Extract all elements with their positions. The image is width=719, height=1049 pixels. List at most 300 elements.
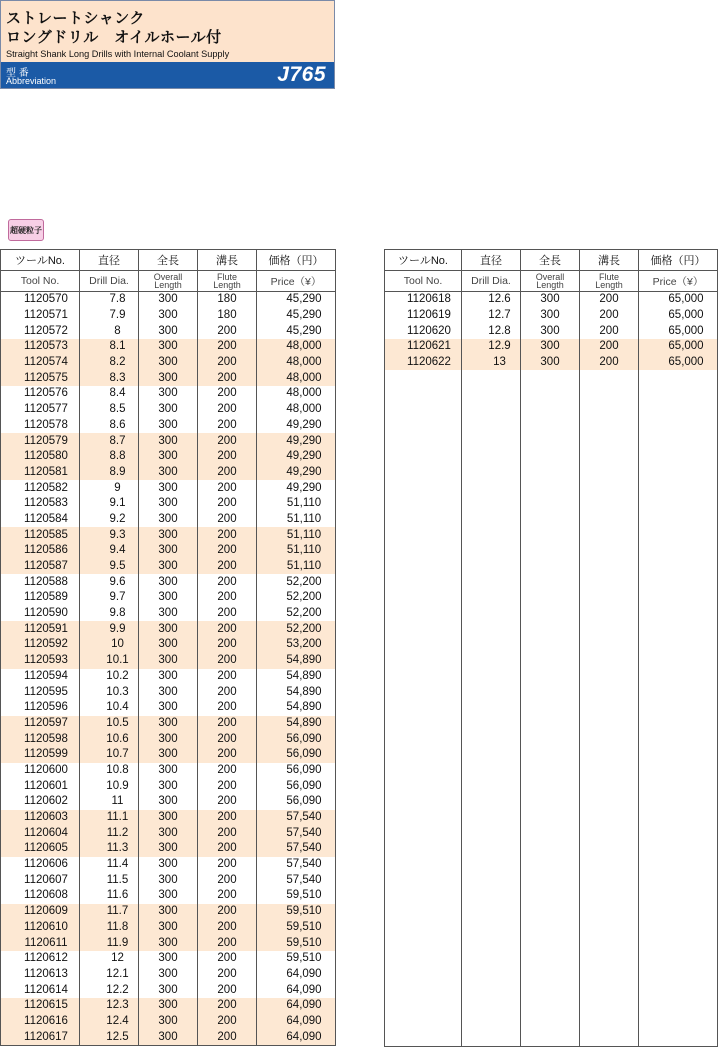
cell-price: 54,890	[257, 653, 336, 669]
cell-overall-length: 300	[139, 904, 198, 920]
cell-drill-dia: 10.4	[80, 700, 139, 716]
cell-price: 59,510	[257, 951, 336, 967]
cell-drill-dia: 12	[80, 951, 139, 967]
cell-overall-length: 300	[139, 292, 198, 308]
cell-flute-length: 200	[198, 574, 257, 590]
header-jp-drill-dia: 直径	[462, 250, 521, 271]
cell-price: 64,090	[257, 1029, 336, 1045]
cell-flute-length: 200	[198, 857, 257, 873]
cell-flute-length: 200	[198, 653, 257, 669]
cell-flute-length: 200	[198, 527, 257, 543]
cell-overall-length: 300	[139, 527, 198, 543]
cell-overall-length: 300	[521, 355, 580, 371]
cell-drill-dia: 9.4	[80, 543, 139, 559]
table-row	[1, 904, 336, 920]
cell-flute-length: 200	[198, 951, 257, 967]
cell-drill-dia: 7.8	[80, 292, 139, 308]
cell-price: 56,090	[257, 778, 336, 794]
price-table-right	[384, 249, 718, 1047]
cell-drill-dia: 9.1	[80, 496, 139, 512]
cell-tool-no: 1120590	[1, 606, 80, 622]
cell-flute-length: 180	[198, 308, 257, 324]
cell-price: 51,110	[257, 512, 336, 528]
cell-price: 57,540	[257, 841, 336, 857]
product-header	[0, 0, 335, 89]
table-row	[1, 810, 336, 826]
header-jp-overall-length: 全長	[139, 250, 198, 271]
cell-tool-no: 1120579	[1, 433, 80, 449]
table-row	[385, 355, 718, 371]
table-row	[1, 982, 336, 998]
cell-tool-no: 1120584	[1, 512, 80, 528]
cell-price: 51,110	[257, 543, 336, 559]
cell-price: 54,890	[257, 700, 336, 716]
cell-flute-length: 200	[580, 339, 639, 355]
cell-price: 51,110	[257, 527, 336, 543]
cell-overall-length: 300	[139, 731, 198, 747]
cell-tool-no: 1120589	[1, 590, 80, 606]
cell-overall-length: 300	[139, 355, 198, 371]
cell-overall-length: 300	[139, 669, 198, 685]
cell-tool-no: 1120619	[385, 308, 462, 324]
cell-overall-length: 300	[139, 308, 198, 324]
cell-price: 59,510	[257, 935, 336, 951]
cell-tool-no: 1120574	[1, 355, 80, 371]
cell-flute-length: 200	[198, 402, 257, 418]
cell-flute-length: 200	[198, 810, 257, 826]
table-row	[1, 1029, 336, 1045]
cell-tool-no: 1120583	[1, 496, 80, 512]
cell-overall-length: 300	[139, 1014, 198, 1030]
table-row	[1, 967, 336, 983]
cell-overall-length: 300	[139, 370, 198, 386]
cell-flute-length: 200	[198, 355, 257, 371]
header-jp-price: 価格（円）	[639, 250, 718, 271]
cell-tool-no: 1120616	[1, 1014, 80, 1030]
table-row	[1, 794, 336, 810]
table-row	[1, 747, 336, 763]
cell-tool-no: 1120598	[1, 731, 80, 747]
cell-flute-length: 200	[198, 465, 257, 481]
cell-overall-length: 300	[139, 841, 198, 857]
cell-drill-dia: 11.1	[80, 810, 139, 826]
cell-overall-length: 300	[521, 323, 580, 339]
filler-cell	[385, 370, 462, 1046]
header-jp-tool-no: ツールNo.	[385, 250, 462, 271]
cell-overall-length: 300	[139, 794, 198, 810]
abbreviation-bar	[1, 62, 334, 88]
cell-price: 45,290	[257, 323, 336, 339]
cell-overall-length: 300	[139, 637, 198, 653]
cell-price: 59,510	[257, 888, 336, 904]
cell-price: 57,540	[257, 857, 336, 873]
cell-price: 64,090	[257, 998, 336, 1014]
cell-overall-length: 300	[139, 920, 198, 936]
cell-drill-dia: 9.5	[80, 559, 139, 575]
cell-price: 52,200	[257, 606, 336, 622]
cell-drill-dia: 8.5	[80, 402, 139, 418]
cell-price: 48,000	[257, 402, 336, 418]
filler-cell	[639, 370, 718, 1046]
table-row	[1, 841, 336, 857]
table-row	[1, 731, 336, 747]
cell-drill-dia: 11.5	[80, 872, 139, 888]
cell-drill-dia: 9.3	[80, 527, 139, 543]
header-en-price: Price（¥）	[639, 271, 718, 292]
cell-tool-no: 1120610	[1, 920, 80, 936]
cell-tool-no: 1120599	[1, 747, 80, 763]
header-en-price: Price（¥）	[257, 271, 336, 292]
cell-price: 51,110	[257, 559, 336, 575]
cell-overall-length: 300	[139, 621, 198, 637]
table-row	[1, 825, 336, 841]
header-en-tool-no: Tool No.	[385, 271, 462, 292]
cell-tool-no: 1120604	[1, 825, 80, 841]
cell-drill-dia: 11.7	[80, 904, 139, 920]
cell-flute-length: 200	[198, 998, 257, 1014]
cell-overall-length: 300	[521, 292, 580, 308]
cell-overall-length: 300	[139, 574, 198, 590]
table-row	[1, 857, 336, 873]
cell-drill-dia: 9	[80, 480, 139, 496]
cell-flute-length: 200	[198, 433, 257, 449]
cell-drill-dia: 12.4	[80, 1014, 139, 1030]
cell-price: 52,200	[257, 574, 336, 590]
cell-price: 45,290	[257, 308, 336, 324]
cell-overall-length: 300	[521, 339, 580, 355]
cell-drill-dia: 12.1	[80, 967, 139, 983]
cell-overall-length: 300	[139, 700, 198, 716]
table-row	[1, 590, 336, 606]
cell-overall-length: 300	[139, 543, 198, 559]
cell-flute-length: 200	[198, 1014, 257, 1030]
product-code: J765	[277, 63, 326, 86]
cell-drill-dia: 8.6	[80, 418, 139, 434]
cell-flute-length: 200	[198, 669, 257, 685]
cell-tool-no: 1120618	[385, 292, 462, 308]
price-table-left	[0, 249, 336, 1046]
cell-overall-length: 300	[139, 402, 198, 418]
cell-overall-length: 300	[139, 810, 198, 826]
cell-overall-length: 300	[139, 857, 198, 873]
table-row	[1, 527, 336, 543]
filler-cell	[521, 370, 580, 1046]
cell-drill-dia: 10.2	[80, 669, 139, 685]
cell-drill-dia: 8.3	[80, 370, 139, 386]
cell-tool-no: 1120594	[1, 669, 80, 685]
cell-flute-length: 200	[198, 621, 257, 637]
cell-price: 64,090	[257, 967, 336, 983]
cell-flute-length: 200	[198, 339, 257, 355]
table-row	[1, 355, 336, 371]
cell-flute-length: 200	[198, 920, 257, 936]
cell-drill-dia: 8.9	[80, 465, 139, 481]
cell-flute-length: 200	[198, 418, 257, 434]
cell-overall-length: 300	[139, 323, 198, 339]
table-row	[1, 370, 336, 386]
table-row	[1, 778, 336, 794]
cell-price: 65,000	[639, 308, 718, 324]
cell-price: 52,200	[257, 590, 336, 606]
header-jp-overall-length: 全長	[521, 250, 580, 271]
cell-drill-dia: 10.3	[80, 684, 139, 700]
material-badge-label: 超硬粒子	[10, 226, 42, 235]
cell-drill-dia: 11.9	[80, 935, 139, 951]
cell-price: 56,090	[257, 731, 336, 747]
cell-drill-dia: 11.3	[80, 841, 139, 857]
cell-tool-no: 1120611	[1, 935, 80, 951]
cell-price: 49,290	[257, 418, 336, 434]
table-row	[1, 465, 336, 481]
header-en-flute-length: Flute Length	[580, 271, 639, 292]
cell-tool-no: 1120602	[1, 794, 80, 810]
table-row	[1, 606, 336, 622]
cell-price: 48,000	[257, 370, 336, 386]
cell-tool-no: 1120580	[1, 449, 80, 465]
cell-drill-dia: 12.7	[462, 308, 521, 324]
cell-drill-dia: 9.8	[80, 606, 139, 622]
cell-price: 56,090	[257, 794, 336, 810]
table-row	[1, 951, 336, 967]
table-row	[1, 543, 336, 559]
cell-flute-length: 200	[198, 1029, 257, 1045]
cell-flute-length: 200	[198, 543, 257, 559]
cell-flute-length: 200	[198, 982, 257, 998]
cell-overall-length: 300	[139, 778, 198, 794]
cell-overall-length: 300	[139, 559, 198, 575]
cell-drill-dia: 10.6	[80, 731, 139, 747]
cell-overall-length: 300	[139, 684, 198, 700]
cell-flute-length: 200	[198, 700, 257, 716]
header-en-flute-length: Flute Length	[198, 271, 257, 292]
header-en-overall-length: Overall Length	[521, 271, 580, 292]
abbreviation-label-jp: 型 番	[6, 68, 29, 79]
product-title-jp-line1: ストレートシャンク	[6, 10, 145, 27]
cell-tool-no: 1120572	[1, 323, 80, 339]
cell-overall-length: 300	[139, 480, 198, 496]
cell-flute-length: 200	[198, 825, 257, 841]
cell-tool-no: 1120575	[1, 370, 80, 386]
cell-drill-dia: 9.2	[80, 512, 139, 528]
cell-drill-dia: 7.9	[80, 308, 139, 324]
cell-flute-length: 200	[198, 967, 257, 983]
cell-price: 57,540	[257, 810, 336, 826]
cell-price: 48,000	[257, 386, 336, 402]
cell-drill-dia: 10	[80, 637, 139, 653]
cell-flute-length: 200	[198, 559, 257, 575]
cell-tool-no: 1120605	[1, 841, 80, 857]
table-row	[1, 559, 336, 575]
cell-price: 49,290	[257, 449, 336, 465]
cell-drill-dia: 8.1	[80, 339, 139, 355]
cell-tool-no: 1120615	[1, 998, 80, 1014]
table-row	[1, 323, 336, 339]
cell-price: 54,890	[257, 716, 336, 732]
cell-tool-no: 1120606	[1, 857, 80, 873]
table-row	[1, 402, 336, 418]
cell-drill-dia: 8	[80, 323, 139, 339]
table-row	[1, 920, 336, 936]
cell-drill-dia: 8.7	[80, 433, 139, 449]
table-row	[1, 621, 336, 637]
cell-overall-length: 300	[139, 888, 198, 904]
cell-flute-length: 200	[198, 841, 257, 857]
cell-price: 52,200	[257, 621, 336, 637]
cell-overall-length: 300	[139, 653, 198, 669]
cell-drill-dia: 10.1	[80, 653, 139, 669]
table-row	[1, 684, 336, 700]
header-jp-drill-dia: 直径	[80, 250, 139, 271]
cell-tool-no: 1120586	[1, 543, 80, 559]
cell-tool-no: 1120621	[385, 339, 462, 355]
filler-cell	[462, 370, 521, 1046]
cell-price: 54,890	[257, 669, 336, 685]
cell-flute-length: 200	[580, 323, 639, 339]
table-filler-row	[385, 370, 718, 1046]
table-row	[1, 292, 336, 308]
cell-flute-length: 200	[198, 323, 257, 339]
material-badge	[8, 219, 44, 241]
table-row	[1, 512, 336, 528]
cell-drill-dia: 10.5	[80, 716, 139, 732]
product-title-en: Straight Shank Long Drills with Internal Coolant Supply	[6, 49, 230, 59]
cell-overall-length: 300	[139, 872, 198, 888]
table-row	[1, 669, 336, 685]
cell-tool-no: 1120614	[1, 982, 80, 998]
cell-price: 53,200	[257, 637, 336, 653]
cell-flute-length: 200	[198, 763, 257, 779]
cell-flute-length: 200	[198, 747, 257, 763]
cell-price: 65,000	[639, 292, 718, 308]
cell-drill-dia: 11.2	[80, 825, 139, 841]
cell-drill-dia: 11.8	[80, 920, 139, 936]
cell-tool-no: 1120571	[1, 308, 80, 324]
cell-tool-no: 1120613	[1, 967, 80, 983]
cell-drill-dia: 8.8	[80, 449, 139, 465]
cell-tool-no: 1120617	[1, 1029, 80, 1045]
cell-tool-no: 1120620	[385, 323, 462, 339]
cell-overall-length: 300	[139, 606, 198, 622]
table-row	[1, 637, 336, 653]
table-row	[1, 998, 336, 1014]
cell-price: 56,090	[257, 747, 336, 763]
header-en-tool-no: Tool No.	[1, 271, 80, 292]
cell-flute-length: 200	[198, 449, 257, 465]
cell-tool-no: 1120593	[1, 653, 80, 669]
table-row	[1, 339, 336, 355]
cell-overall-length: 300	[139, 747, 198, 763]
cell-tool-no: 1120587	[1, 559, 80, 575]
cell-price: 64,090	[257, 1014, 336, 1030]
table-row	[1, 716, 336, 732]
cell-tool-no: 1120576	[1, 386, 80, 402]
cell-flute-length: 200	[198, 590, 257, 606]
cell-price: 65,000	[639, 323, 718, 339]
table-row	[1, 872, 336, 888]
table-row	[385, 323, 718, 339]
cell-tool-no: 1120578	[1, 418, 80, 434]
header-en-drill-dia: Drill Dia.	[80, 271, 139, 292]
cell-tool-no: 1120588	[1, 574, 80, 590]
table-row	[1, 1014, 336, 1030]
cell-price: 48,000	[257, 355, 336, 371]
header-jp-tool-no: ツールNo.	[1, 250, 80, 271]
cell-drill-dia: 8.4	[80, 386, 139, 402]
cell-drill-dia: 12.9	[462, 339, 521, 355]
cell-drill-dia: 11.4	[80, 857, 139, 873]
cell-drill-dia: 12.8	[462, 323, 521, 339]
table-row	[385, 292, 718, 308]
cell-overall-length: 300	[139, 512, 198, 528]
table-row	[385, 308, 718, 324]
table-row	[1, 496, 336, 512]
table-row	[1, 386, 336, 402]
cell-drill-dia: 8.2	[80, 355, 139, 371]
table-row	[1, 763, 336, 779]
cell-flute-length: 200	[198, 637, 257, 653]
table-row	[1, 449, 336, 465]
cell-flute-length: 200	[198, 935, 257, 951]
cell-overall-length: 300	[139, 418, 198, 434]
table-row	[1, 888, 336, 904]
product-title-jp-line2: ロングドリル オイルホール付	[6, 29, 222, 46]
cell-tool-no: 1120603	[1, 810, 80, 826]
cell-drill-dia: 10.9	[80, 778, 139, 794]
cell-tool-no: 1120609	[1, 904, 80, 920]
cell-tool-no: 1120577	[1, 402, 80, 418]
abbreviation-label-en: Abbreviation	[6, 76, 57, 86]
cell-drill-dia: 9.7	[80, 590, 139, 606]
cell-price: 59,510	[257, 920, 336, 936]
cell-overall-length: 300	[139, 825, 198, 841]
table-row	[1, 308, 336, 324]
cell-drill-dia: 10.8	[80, 763, 139, 779]
cell-drill-dia: 12.3	[80, 998, 139, 1014]
cell-drill-dia: 9.9	[80, 621, 139, 637]
cell-overall-length: 300	[139, 465, 198, 481]
cell-tool-no: 1120570	[1, 292, 80, 308]
filler-cell	[580, 370, 639, 1046]
cell-tool-no: 1120585	[1, 527, 80, 543]
cell-overall-length: 300	[139, 386, 198, 402]
table-row	[1, 574, 336, 590]
cell-flute-length: 200	[198, 794, 257, 810]
cell-overall-length: 300	[139, 967, 198, 983]
table-row	[1, 653, 336, 669]
cell-tool-no: 1120573	[1, 339, 80, 355]
product-title-panel	[1, 1, 334, 62]
cell-tool-no: 1120595	[1, 684, 80, 700]
header-en-drill-dia: Drill Dia.	[462, 271, 521, 292]
cell-tool-no: 1120592	[1, 637, 80, 653]
cell-overall-length: 300	[139, 449, 198, 465]
cell-overall-length: 300	[139, 433, 198, 449]
cell-flute-length: 200	[580, 292, 639, 308]
cell-tool-no: 1120600	[1, 763, 80, 779]
cell-tool-no: 1120608	[1, 888, 80, 904]
cell-tool-no: 1120581	[1, 465, 80, 481]
cell-tool-no: 1120607	[1, 872, 80, 888]
cell-drill-dia: 10.7	[80, 747, 139, 763]
cell-overall-length: 300	[139, 763, 198, 779]
cell-price: 48,000	[257, 339, 336, 355]
table-row	[1, 433, 336, 449]
cell-flute-length: 200	[198, 480, 257, 496]
table-row	[385, 339, 718, 355]
cell-overall-length: 300	[139, 982, 198, 998]
table-row	[1, 480, 336, 496]
table-row	[1, 418, 336, 434]
